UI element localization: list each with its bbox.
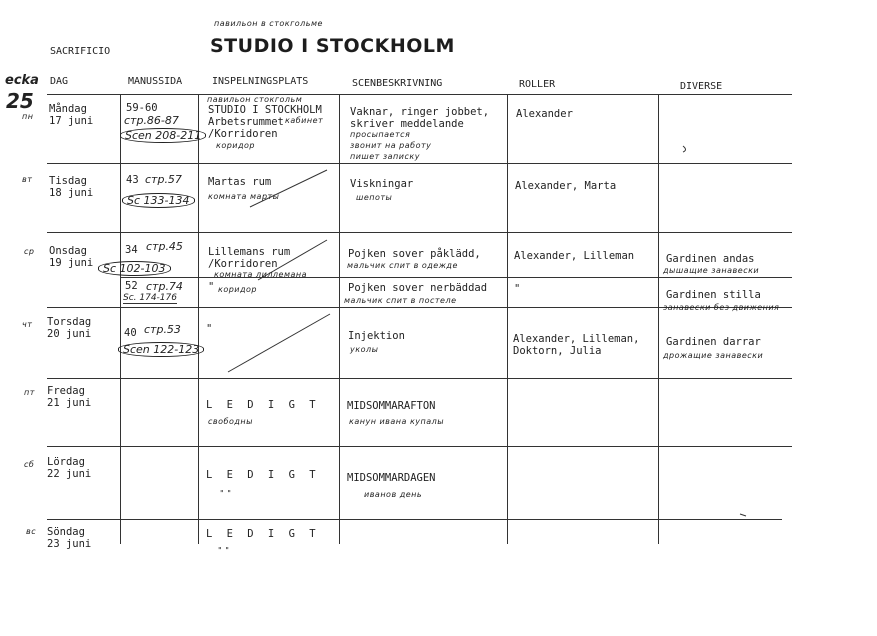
diverse-note-ru: занавески без движения [663,303,780,312]
production-name: SACRIFICIO [50,46,111,57]
weekday: Onsdag [49,245,87,257]
location-line: Martas rum [208,176,272,188]
day-abbr-ru: чт [22,320,33,329]
column-header-manussida: MANUSSIDA [128,76,183,87]
location-ditto: " [206,323,213,335]
script-pages: 43 [126,174,139,186]
scene-description-ru: уколы [350,345,379,354]
date: 18 juni [49,187,94,199]
date: 21 juni [47,397,92,409]
roles: Alexander, Lilleman [514,250,635,262]
roles: Alexander, Marta [515,180,617,192]
diverse-note-ru: дышащие занавески [663,266,760,275]
weekday: Måndag [49,103,87,115]
scene-description-ru: иванов день [364,490,423,499]
pen-mark [683,146,686,152]
pen-mark [740,514,746,516]
scene-description-ru: просыпается [350,130,411,139]
column-header-scenbeskrivning: SCENBESKRIVNING [352,78,443,89]
script-pages-note: стр.74 [146,280,183,293]
location-ru: комната лиллемана [214,270,308,279]
weekday: Torsdag [47,316,92,328]
scene-description: MIDSOMMARAFTON [347,400,436,412]
scene-description: Viskningar [350,178,414,190]
scene-description-ru: звонит на работу [350,141,432,150]
roles: Alexander, Lilleman, [513,333,640,345]
page-title: STUDIO I STOCKHOLM [210,35,455,57]
location-ru: свободны [208,417,253,426]
day-abbr-ru: вс [26,527,37,536]
location-ru: коридор [218,285,258,294]
weekday: Lördag [47,456,85,468]
day-abbr-ru: сб [24,460,35,469]
scene-description: MIDSOMMARDAGEN [347,472,436,484]
roles: Doktorn, Julia [513,345,602,357]
location-free: L E D I G T [206,469,320,481]
scene-description: Pojken sover påklädd, [348,248,481,260]
location-ru: кабинет [285,116,324,125]
column-header-inspelningsplats: INSPELNINGSPLATS [212,76,309,87]
scene-numbers: Scen 122-123 [118,342,204,357]
script-pages-note: стр.53 [144,323,181,336]
location-ru: " " [220,489,232,498]
day-abbr-ru: вт [22,175,33,184]
scene-description-ru: шепоты [356,193,393,202]
column-header-dag: DAG [50,76,69,87]
location-note-ru: павильон стокгольм [207,95,303,104]
location-line: Arbetsrummet [208,116,284,128]
weekday: Tisdag [49,175,87,187]
scene-numbers: Sc. 174-176 [123,293,177,303]
script-pages-note: стр.45 [146,240,183,253]
scene-description-ru: мальчик спит в постеле [344,296,457,305]
location-ru: коридор [216,141,256,150]
location-line: Lillemans rum [208,246,291,258]
date: 19 juni [49,257,94,269]
column-header-roller: ROLLER [519,79,556,90]
weekday: Söndag [47,526,85,538]
diverse-note: Gardinen andas [666,253,755,265]
strike-stroke [228,314,330,372]
date: 20 juni [47,328,92,340]
script-pages-note: стр.86-87 [124,114,179,127]
scene-numbers: Sc 102-103 [98,261,171,276]
roles: Alexander [516,108,573,120]
scene-description-ru: мальчик спит в одежде [347,261,458,270]
diverse-note: Gardinen darrar [666,336,761,348]
location-ditto: " [208,281,215,293]
location-free: L E D I G T [206,399,320,411]
script-pages-note: стр.57 [145,173,182,186]
diverse-note: Gardinen stilla [666,289,761,301]
scene-description: Vaknar, ringer jobbet, [350,106,490,118]
script-pages: 34 [125,244,138,256]
scene-description: Injektion [348,330,405,342]
script-pages: 40 [124,327,137,339]
day-abbr-ru: пт [24,388,35,397]
location-ru: комната марты [208,192,280,201]
scene-description: Pojken sover nerbäddad [348,282,488,294]
script-pages: 52 [125,280,138,292]
location-line: /Korridoren [208,258,278,270]
date: 17 juni [49,115,94,127]
location-ru: " " [218,546,230,555]
day-abbr-ru: ср [24,247,35,256]
scene-description-ru: канун ивана купалы [349,417,445,426]
date: 23 juni [47,538,92,550]
title-russian-handwritten: павильон в стокгольме [214,19,323,28]
scene-numbers: Scen 208-211 [120,128,206,143]
scene-numbers: Sc 133-134 [122,193,195,208]
day-abbr-ru: пн [22,112,34,121]
location-line: STUDIO I STOCKHOLM [208,104,322,116]
column-header-diverse: DIVERSE [680,81,723,92]
diverse-note-ru: дрожащие занавески [663,351,764,360]
location-free: L E D I G T [206,528,320,540]
weekday: Fredag [47,385,85,397]
location-line: /Korridoren [208,128,278,140]
script-pages: 59-60 [126,102,158,114]
roles-ditto: " [514,283,521,295]
date: 22 juni [47,468,92,480]
week-number: 25 [6,89,34,113]
week-label: ecka [5,73,39,88]
scene-description-ru: пишет записку [350,152,420,161]
scene-description: skriver meddelande [350,118,464,130]
